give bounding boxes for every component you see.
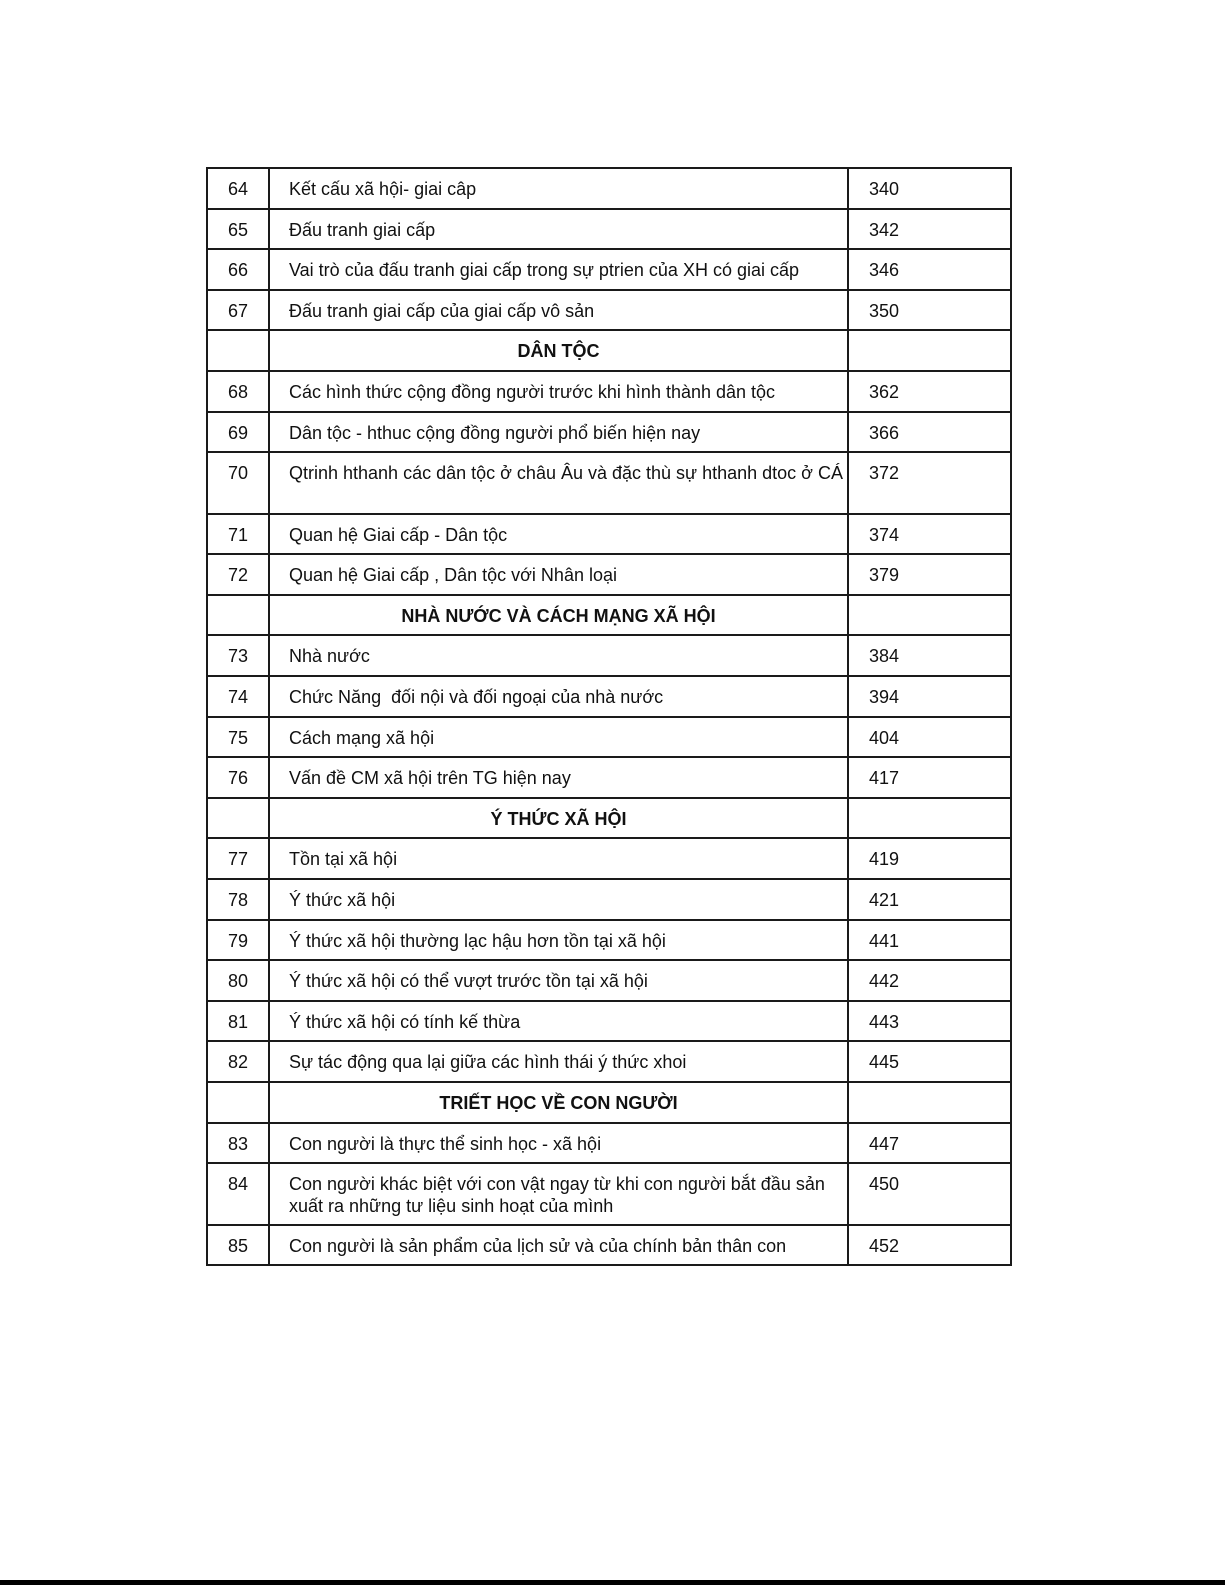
section-heading: DÂN TỘC [269, 330, 848, 371]
row-title: Con người khác biệt với con vật ngay từ khi con người bắt đầu sản xuất ra những tư liệu sinh hoạt của mình [269, 1163, 848, 1225]
row-title: Đấu tranh giai cấp của giai cấp vô sản [269, 290, 848, 331]
empty-cell [207, 1082, 269, 1123]
table-row [207, 757, 1011, 798]
row-page: 447 [848, 1123, 1011, 1164]
row-page: 362 [848, 371, 1011, 412]
row-page: 366 [848, 412, 1011, 453]
row-title: Con người là thực thể sinh học - xã hội [269, 1123, 848, 1164]
row-page: 374 [848, 514, 1011, 555]
table-of-contents [206, 167, 1012, 1266]
table-row [207, 960, 1011, 1001]
empty-cell [848, 595, 1011, 636]
table-row [207, 249, 1011, 290]
row-page: 443 [848, 1001, 1011, 1042]
row-page: 417 [848, 757, 1011, 798]
row-page: 384 [848, 635, 1011, 676]
table-row [207, 514, 1011, 555]
row-page: 421 [848, 879, 1011, 920]
section-heading: NHÀ NƯỚC VÀ CÁCH MẠNG XÃ HỘI [269, 595, 848, 636]
row-title: Quan hệ Giai cấp , Dân tộc với Nhân loại [269, 554, 848, 595]
row-page: 350 [848, 290, 1011, 331]
row-page: 404 [848, 717, 1011, 758]
table-row [207, 1041, 1011, 1082]
row-number: 79 [207, 920, 269, 961]
table-row [207, 1123, 1011, 1164]
row-number: 80 [207, 960, 269, 1001]
table-row [207, 168, 1011, 209]
empty-cell [207, 798, 269, 839]
row-number: 83 [207, 1123, 269, 1164]
row-title: Vai trò của đấu tranh giai cấp trong sự ptrien của XH có giai cấp [269, 249, 848, 290]
row-number: 74 [207, 676, 269, 717]
section-heading-row [207, 330, 1011, 371]
page-bottom-edge [0, 1580, 1225, 1585]
row-page: 450 [848, 1163, 1011, 1225]
row-number: 67 [207, 290, 269, 331]
table-row [207, 920, 1011, 961]
table-row [207, 1001, 1011, 1042]
row-page: 342 [848, 209, 1011, 250]
table-row [207, 1225, 1011, 1266]
row-title: Qtrinh hthanh các dân tộc ở châu Âu và đặc thù sự hthanh dtoc ở CÁ [269, 452, 848, 514]
section-heading-row [207, 595, 1011, 636]
row-title: Chức Năng đối nội và đối ngoại của nhà nước [269, 676, 848, 717]
table-row [207, 717, 1011, 758]
table-row [207, 209, 1011, 250]
row-title: Ý thức xã hội [269, 879, 848, 920]
row-page: 379 [848, 554, 1011, 595]
table-row [207, 371, 1011, 412]
row-title: Ý thức xã hội có tính kế thừa [269, 1001, 848, 1042]
row-number: 64 [207, 168, 269, 209]
row-title: Ý thức xã hội thường lạc hậu hơn tồn tại xã hội [269, 920, 848, 961]
table-row [207, 452, 1011, 514]
row-number: 76 [207, 757, 269, 798]
row-title: Nhà nước [269, 635, 848, 676]
row-page: 442 [848, 960, 1011, 1001]
row-title: Quan hệ Giai cấp - Dân tộc [269, 514, 848, 555]
row-title: Ý thức xã hội có thể vượt trước tồn tại xã hội [269, 960, 848, 1001]
row-number: 71 [207, 514, 269, 555]
row-number: 69 [207, 412, 269, 453]
table-row [207, 838, 1011, 879]
row-number: 72 [207, 554, 269, 595]
row-number: 84 [207, 1163, 269, 1225]
row-title: Các hình thức cộng đồng người trước khi hình thành dân tộc [269, 371, 848, 412]
row-title: Tồn tại xã hội [269, 838, 848, 879]
row-title: Dân tộc - hthuc cộng đồng người phổ biến hiện nay [269, 412, 848, 453]
row-number: 77 [207, 838, 269, 879]
row-number: 82 [207, 1041, 269, 1082]
empty-cell [848, 798, 1011, 839]
row-number: 81 [207, 1001, 269, 1042]
row-title: Sự tác động qua lại giữa các hình thái ý thức xhoi [269, 1041, 848, 1082]
row-number: 66 [207, 249, 269, 290]
row-number: 70 [207, 452, 269, 514]
row-page: 445 [848, 1041, 1011, 1082]
row-title: Đấu tranh giai cấp [269, 209, 848, 250]
table-row [207, 554, 1011, 595]
row-page: 419 [848, 838, 1011, 879]
section-heading-row [207, 1082, 1011, 1123]
table-row [207, 676, 1011, 717]
row-number: 75 [207, 717, 269, 758]
section-heading: Ý THỨC XÃ HỘI [269, 798, 848, 839]
row-title: Vấn đề CM xã hội trên TG hiện nay [269, 757, 848, 798]
row-number: 65 [207, 209, 269, 250]
row-number: 78 [207, 879, 269, 920]
row-number: 68 [207, 371, 269, 412]
empty-cell [848, 330, 1011, 371]
row-number: 73 [207, 635, 269, 676]
row-title: Con người là sản phẩm của lịch sử và của chính bản thân con [269, 1225, 848, 1266]
empty-cell [848, 1082, 1011, 1123]
row-number: 85 [207, 1225, 269, 1266]
table-row [207, 290, 1011, 331]
row-page: 372 [848, 452, 1011, 514]
table-row [207, 879, 1011, 920]
table-row [207, 412, 1011, 453]
empty-cell [207, 595, 269, 636]
section-heading: TRIẾT HỌC VỀ CON NGƯỜI [269, 1082, 848, 1123]
row-title: Kết cấu xã hội- giai câp [269, 168, 848, 209]
table-row [207, 1163, 1011, 1225]
row-page: 452 [848, 1225, 1011, 1266]
row-page: 346 [848, 249, 1011, 290]
row-page: 340 [848, 168, 1011, 209]
row-page: 441 [848, 920, 1011, 961]
row-page: 394 [848, 676, 1011, 717]
table-row [207, 635, 1011, 676]
section-heading-row [207, 798, 1011, 839]
row-title: Cách mạng xã hội [269, 717, 848, 758]
empty-cell [207, 330, 269, 371]
